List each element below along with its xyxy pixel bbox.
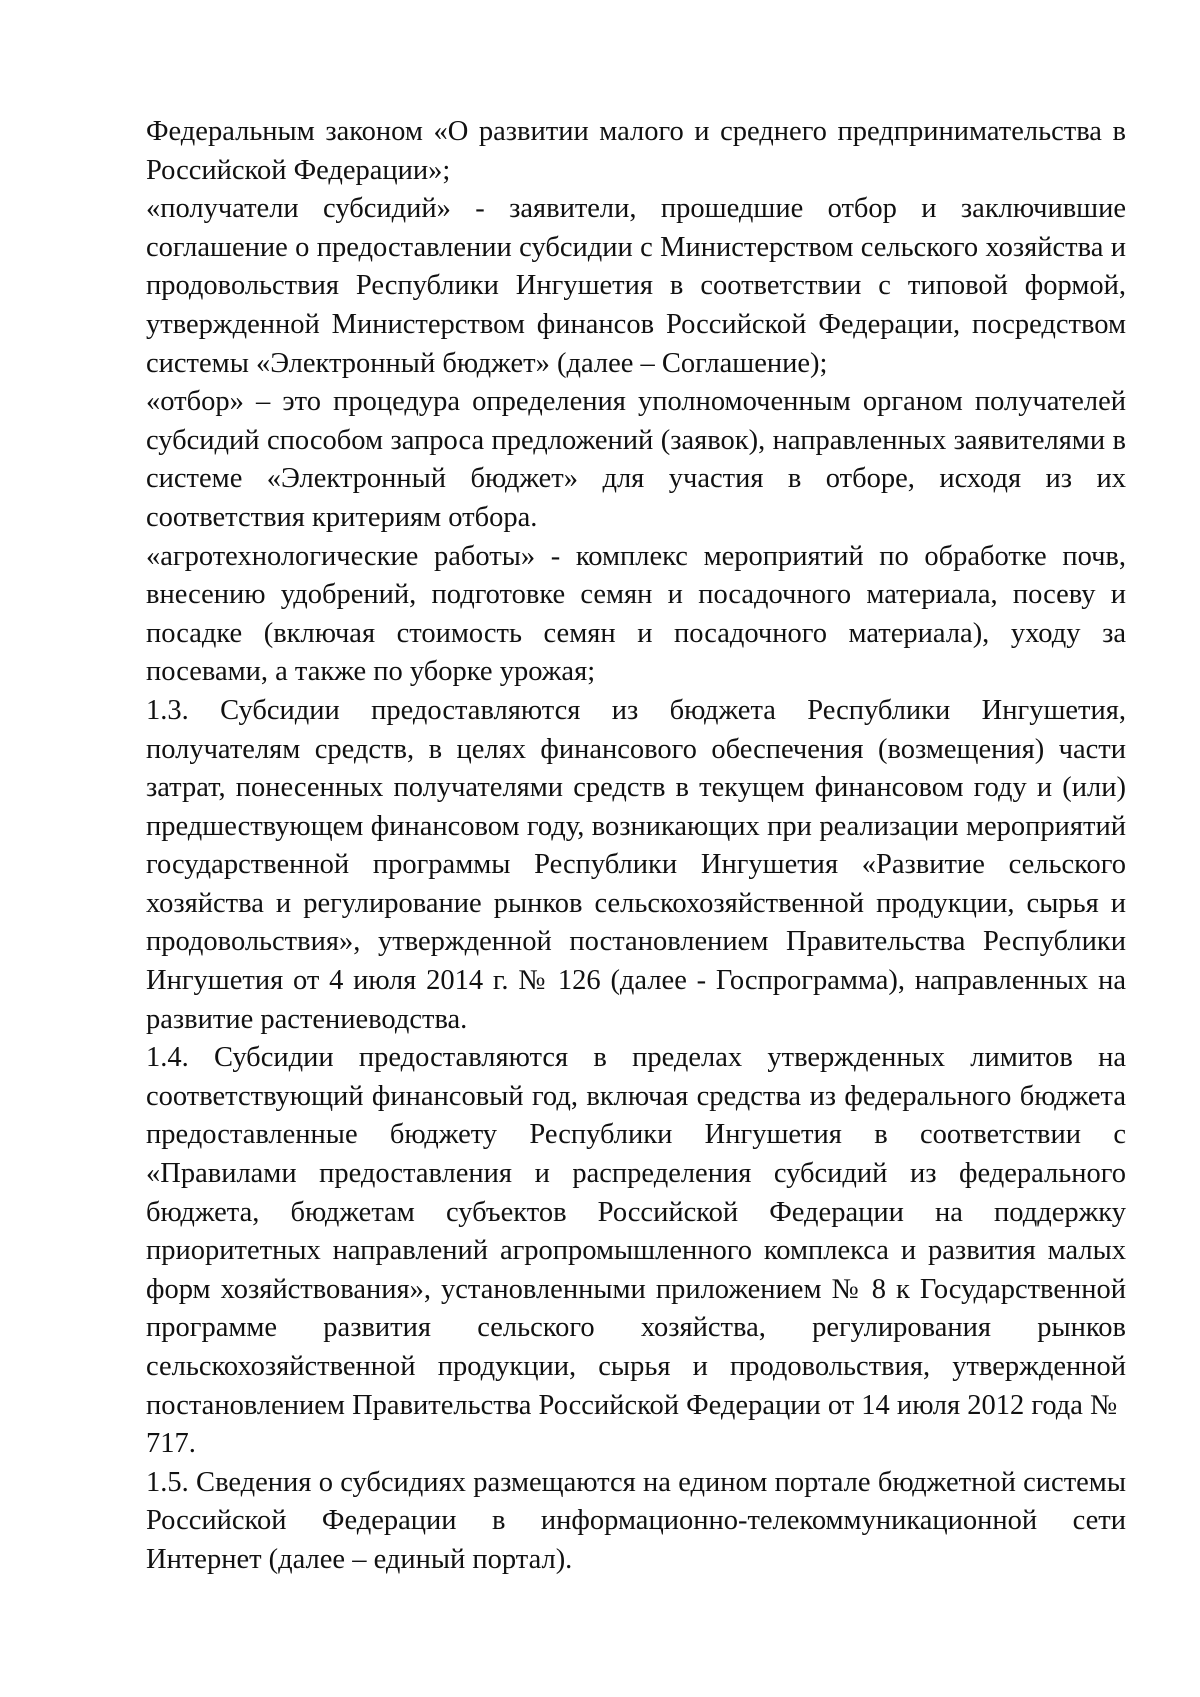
paragraph-1-5: 1.5. Сведения о субсидиях размещаются на едином портале бюджетной системы Российской Федерации в информационно-телекоммуникационной сети Интернет (далее – единый портал).	[146, 1466, 1126, 1575]
paragraph-1-3: 1.3. Субсидии предоставляются из бюджета Республики Ингушетия, получателям средств, в целях финансового обеспечения (возмещения) части затрат, понесенных получателями средств в текущем финансовом году и (или) предшествующем финансовом году, возникающих при реализации мероприятий государственной программы Республики Ингушетия «Развитие сельского хозяйства и регулирование рынков сельскохозяйственной продукции, сырья и продовольствия», утвержденной постановлением Правительства Республики Ингушетия от 4 июля 2014 г. № 126 (далее - Госпрограмма), направленных на развитие растениеводства.	[146, 694, 1126, 1035]
paragraph-agrotechnological-works: «агротехнологические работы» - комплекс мероприятий по обработке почв, внесению удобрений, подготовке семян и посадочного материала, посеву и посадке (включая стоимость семян и посадочного материала), уходу за посевами, а также по уборке урожая;	[146, 540, 1126, 688]
paragraph-selection: «отбор» – это процедура определения уполномоченным органом получателей субсидий способом запроса предложений (заявок), направленных заявителями в системе «Электронный бюджет» для участия в отборе, исходя из их соответствия критериям отбора.	[146, 386, 1126, 533]
paragraph-federal-law: Федеральным законом «О развитии малого и среднего предпринимательства в Российской Федерации»;	[146, 116, 1126, 186]
paragraph-1-4: 1.4. Субсидии предоставляются в пределах утвержденных лимитов на соответствующий финансовый год, включая средства из федерального бюджета предоставленные бюджету Республики Ингушетия в соответствии с «Правилами предоставления и распределения субсидий из федерального бюджета, бюджетам субъектов Российской Федерации на поддержку приоритетных направлений агропромышленного комплекса и развития малых форм хозяйствования», установленными приложением № 8 к Государственной программе развития сельского хозяйства, регулирования рынков сельскохозяйственной продукции, сырья и продовольствия, утвержденной постановлением Правительства Российской Федерации от 14 июля 2012 года №	[146, 1042, 1126, 1421]
document-body	[146, 113, 1126, 1580]
paragraph-1-4-number: 717.	[146, 1428, 196, 1460]
paragraph-subsidy-recipients: «получатели субсидий» - заявители, прошедшие отбор и заключившие соглашение о предоставлении субсидии с Министерством сельского хозяйства и продовольствия Республики Ингушетия в соответствии с типовой формой, утвержденной Министерством финансов Российской Федерации, посредством системы «Электронный бюджет» (далее – Соглашение);	[146, 193, 1126, 379]
